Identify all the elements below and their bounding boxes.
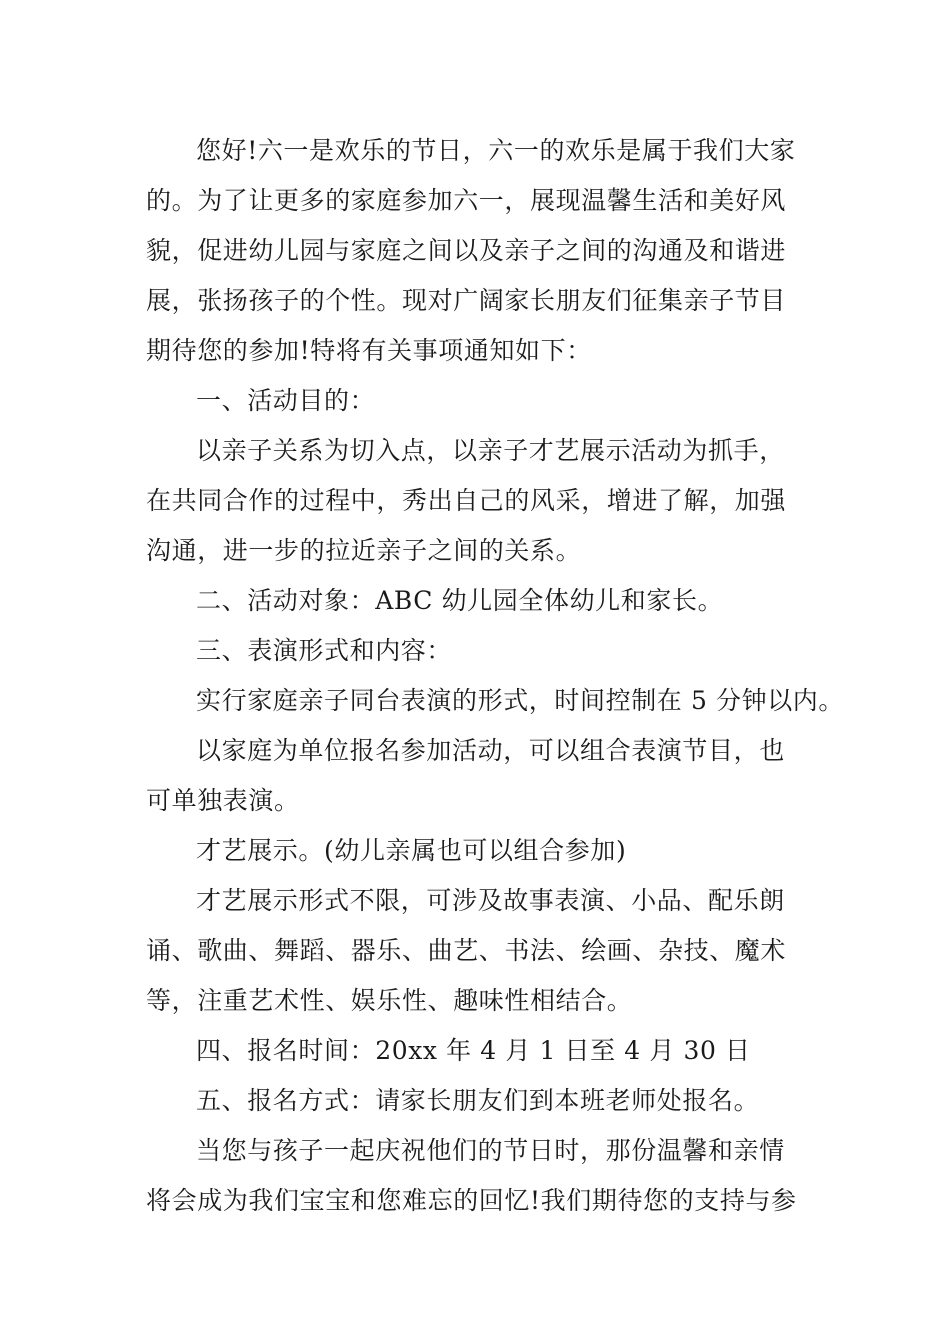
section-heading-registration-time: 四、报名时间：20xx 年 4 月 1 日至 4 月 30 日 xyxy=(196,1036,751,1065)
paragraph-format-line: 以家庭为单位报名参加活动，可以组合表演节目，也 xyxy=(196,736,785,765)
section-heading-audience: 二、活动对象：ABC 幼儿园全体幼儿和家长。 xyxy=(196,586,724,615)
section-heading-format: 三、表演形式和内容： xyxy=(196,636,453,665)
paragraph-talent-line: 诵、歌曲、舞蹈、器乐、曲艺、书法、绘画、杂技、魔术 xyxy=(146,936,787,965)
paragraph-closing-line: 当您与孩子一起庆祝他们的节日时，那份温馨和亲情 xyxy=(196,1136,785,1165)
paragraph-closing-line: 将会成为我们宝宝和您难忘的回忆!我们期待您的支持与参 xyxy=(146,1186,797,1215)
paragraph-format-line: 可单独表演。 xyxy=(146,786,300,815)
section-heading-registration-method: 五、报名方式：请家长朋友们到本班老师处报名。 xyxy=(196,1086,760,1115)
paragraph-intro-line: 的。为了让更多的家庭参加六一，展现温馨生活和美好风 xyxy=(146,186,787,215)
paragraph-intro-line: 期待您的参加!特将有关事项通知如下： xyxy=(146,336,592,365)
paragraph-purpose-line: 以亲子关系为切入点，以亲子才艺展示活动为抓手， xyxy=(196,436,785,465)
paragraph-talent-line: 等，注重艺术性、娱乐性、趣味性相结合。 xyxy=(146,986,633,1015)
paragraph-format-line: 实行家庭亲子同台表演的形式，时间控制在 5 分钟以内。 xyxy=(196,686,845,715)
paragraph-talent-line: 才艺展示。(幼儿亲属也可以组合参加) xyxy=(196,836,627,865)
paragraph-purpose-line: 在共同合作的过程中，秀出自己的风采，增进了解，加强 xyxy=(146,486,787,515)
paragraph-purpose-line: 沟通，进一步的拉近亲子之间的关系。 xyxy=(146,536,582,565)
paragraph-intro-line: 貌，促进幼儿园与家庭之间以及亲子之间的沟通及和谐进 xyxy=(146,236,787,265)
paragraph-talent-line: 才艺展示形式不限，可涉及故事表演、小品、配乐朗 xyxy=(196,886,785,915)
paragraph-intro-line: 展，张扬孩子的个性。现对广阔家长朋友们征集亲子节目 xyxy=(146,286,787,315)
paragraph-intro-line: 您好!六一是欢乐的节日，六一的欢乐是属于我们大家 xyxy=(196,136,796,165)
section-heading-purpose: 一、活动目的： xyxy=(196,386,376,415)
